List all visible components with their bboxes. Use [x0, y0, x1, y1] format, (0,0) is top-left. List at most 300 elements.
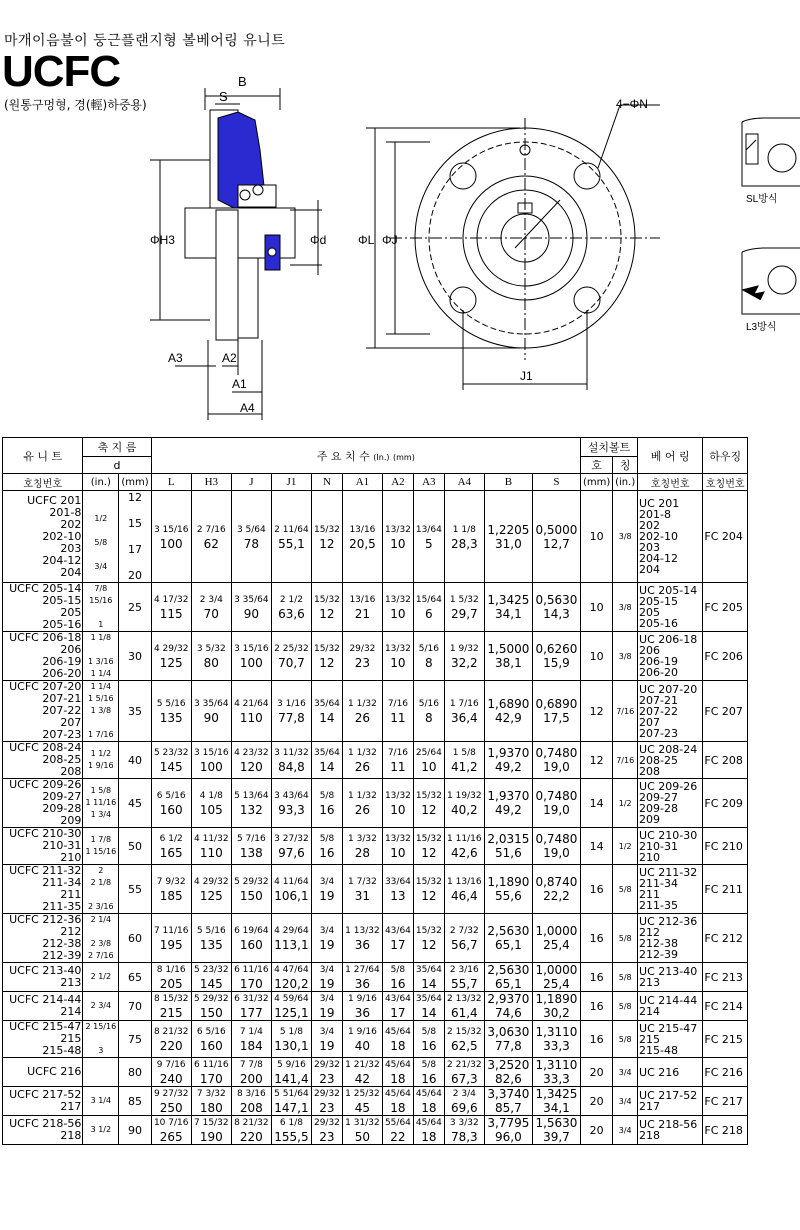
- dim-mm: 14: [319, 711, 335, 725]
- cell-dim-s: [532, 963, 580, 992]
- cell-dim-a1: [342, 583, 382, 632]
- dim-inch: 3 35/64: [234, 595, 269, 605]
- dim-inch: 4 29/64: [274, 926, 309, 936]
- dim-inch: 15/32: [313, 524, 340, 535]
- dim-inch: 5/8: [421, 1060, 437, 1070]
- col-unit: 유 니 트: [3, 438, 83, 474]
- dim-inch: 35/64: [313, 748, 340, 758]
- dim-mm: 8: [425, 656, 433, 670]
- dim-inch: 6 5/16: [196, 1027, 226, 1037]
- cell-dim-b: [484, 828, 532, 865]
- dim-inch: 5 9/16: [277, 1060, 306, 1070]
- dim-inch: 4 11/32: [194, 834, 229, 844]
- dim-mm: 141,4: [274, 1072, 309, 1086]
- table-row: [3, 491, 748, 583]
- label-j: ΦJ: [382, 233, 398, 247]
- cell-dim-j: [231, 681, 271, 742]
- cell-housing: FC 214: [703, 992, 748, 1021]
- dim-inch: 1 13/16: [447, 877, 482, 887]
- dim-mm: 19,0: [543, 760, 570, 774]
- dim-mm: 29,7: [450, 607, 478, 621]
- col-bolt: 설치볼트: [580, 438, 637, 457]
- dim-inch: 4 23/32: [234, 748, 269, 758]
- dim-inch: 8 21/32: [153, 1027, 189, 1037]
- dim-inch: 29/32: [313, 1089, 340, 1099]
- dim-mm: 22: [390, 1130, 406, 1144]
- dim-inch: 7/16: [387, 748, 409, 758]
- dim-inch: 2 7/16: [196, 524, 226, 535]
- cell-dim-a2: [382, 742, 413, 779]
- cell-dim-l: [151, 963, 191, 992]
- dim-inch: 35/64: [415, 994, 442, 1004]
- dim-inch: 13/64: [415, 524, 442, 535]
- dim-inch: 1 7/16: [449, 699, 479, 709]
- dim-inch: 4 47/64: [274, 965, 309, 975]
- dim-mm: 36: [354, 977, 371, 991]
- cell-dim-n: [311, 1116, 342, 1145]
- dim-inch: 15/32: [415, 791, 442, 801]
- dim-inch: 2 13/32: [447, 994, 482, 1004]
- dim-inch: 1 19/32: [447, 791, 482, 801]
- cell-dim-j1: [271, 963, 311, 992]
- dim-mm: 42,6: [450, 846, 478, 860]
- cell-shaft-in: 2 15/16 3: [83, 1021, 119, 1058]
- cell-shaft-in: 3 1/2: [83, 1116, 119, 1145]
- col-dim-a4: A4: [444, 474, 484, 491]
- label-a4: A4: [240, 401, 255, 415]
- dim-inch: 6 19/64: [234, 926, 269, 936]
- dim-inch: 29/32: [313, 1118, 340, 1128]
- dim-mm: 135: [159, 711, 183, 725]
- dim-mm: 70: [203, 607, 219, 621]
- dim-inch: 0,5000: [535, 522, 578, 537]
- cell-shaft-in: 1 1/2 1 9/16: [83, 742, 119, 779]
- cell-dim-n: [311, 1087, 342, 1116]
- cell-housing: FC 215: [703, 1021, 748, 1058]
- dim-inch: 0,5630: [535, 593, 578, 607]
- cell-bearing: UC 211-32 211-34 211 211-35: [638, 865, 703, 914]
- cell-bearing: UC 210-30 210-31 210: [638, 828, 703, 865]
- cell-housing: FC 209: [703, 779, 748, 828]
- dim-mm: 56,7: [450, 938, 478, 952]
- dim-inch: 1,3110: [535, 1025, 578, 1039]
- cell-housing: FC 217: [703, 1087, 748, 1116]
- dim-inch: 4 17/32: [153, 595, 189, 605]
- cell-dim-s: [532, 681, 580, 742]
- cell-shaft-in: 1 1/4 1 5/16 1 3/8 1 7/16: [83, 681, 119, 742]
- dim-inch: 15/32: [313, 644, 340, 654]
- cell-bolt-mm: 16: [580, 992, 612, 1021]
- dim-mm: 14: [421, 977, 437, 991]
- cell-dim-s: [532, 992, 580, 1021]
- cell-dim-l: [151, 491, 191, 583]
- dim-mm: 120: [239, 760, 263, 774]
- cell-shaft-mm: 30: [119, 632, 151, 681]
- cell-dim-l: [151, 632, 191, 681]
- cell-dim-j: [231, 963, 271, 992]
- dim-mm: 14,3: [543, 607, 570, 621]
- dim-inch: 1,5000: [487, 642, 530, 656]
- dim-inch: 2,9370: [487, 992, 530, 1006]
- dim-inch: 15/32: [313, 595, 340, 605]
- dim-mm: 180: [199, 1101, 223, 1115]
- dim-mm: 12: [319, 536, 335, 551]
- technical-drawing: [0, 70, 800, 430]
- cell-dim-a1: [342, 1116, 382, 1145]
- cell-dim-n: [311, 828, 342, 865]
- dim-mm: 16: [319, 803, 335, 817]
- dim-mm: 26: [354, 760, 371, 774]
- cell-bolt-in: 3/4: [613, 1058, 638, 1087]
- dim-inch: 1 5/8: [452, 748, 476, 758]
- cell-dim-h3: [191, 632, 231, 681]
- dim-inch: 3,7795: [487, 1116, 530, 1130]
- cell-bolt-mm: 10: [580, 491, 612, 583]
- dim-inch: 1 5/32: [449, 595, 479, 605]
- dim-inch: 1 11/16: [447, 834, 482, 844]
- cell-housing: FC 218: [703, 1116, 748, 1145]
- cell-shaft-mm: 80: [119, 1058, 151, 1087]
- table-row: [3, 632, 748, 681]
- cell-dim-s: [532, 828, 580, 865]
- cell-dim-b: [484, 779, 532, 828]
- dim-mm: 10: [390, 536, 406, 551]
- cell-shaft-mm: 60: [119, 914, 151, 963]
- cell-dim-a3: [413, 963, 444, 992]
- dim-mm: 18: [421, 1130, 437, 1144]
- cell-model: UCFC 205-14 205-15 205 205-16: [3, 583, 83, 632]
- dim-inch: 0,8740: [535, 875, 578, 889]
- cell-dim-h3: [191, 742, 231, 779]
- dim-mm: 205: [159, 977, 183, 991]
- dim-mm: 155,5: [274, 1130, 309, 1144]
- dim-inch: 13/32: [384, 791, 411, 801]
- dim-inch: 8 21/32: [234, 1118, 269, 1128]
- dim-mm: 145: [199, 977, 223, 991]
- dim-inch: 15/32: [415, 926, 442, 936]
- cell-shaft-mm: 45: [119, 779, 151, 828]
- cell-dim-a4: [444, 992, 484, 1021]
- cell-dim-j: [231, 1058, 271, 1087]
- dim-inch: 33/64: [384, 877, 411, 887]
- col-dim-j1: J1: [271, 474, 311, 491]
- dim-mm: 28: [354, 846, 371, 860]
- cell-dim-a2: [382, 865, 413, 914]
- label-sl: SL방식: [746, 194, 778, 205]
- dim-mm: 18: [390, 1101, 406, 1115]
- cell-dim-a3: [413, 491, 444, 583]
- label-a2: A2: [222, 351, 237, 365]
- cell-bolt-mm: 16: [580, 865, 612, 914]
- dim-mm: 42,9: [495, 711, 522, 725]
- dim-inch: 1 25/32: [345, 1089, 380, 1099]
- cell-dim-a2: [382, 992, 413, 1021]
- cell-dim-b: [484, 1116, 532, 1145]
- cell-bolt-mm: 16: [580, 914, 612, 963]
- dim-inch: 2 15/32: [447, 1027, 482, 1037]
- table-row: [3, 1087, 748, 1116]
- cell-dim-a4: [444, 1021, 484, 1058]
- dim-inch: 10 7/16: [153, 1118, 189, 1128]
- cell-bolt-mm: 16: [580, 963, 612, 992]
- cell-dim-j1: [271, 1116, 311, 1145]
- label-l3: L3방식: [746, 322, 777, 333]
- dim-inch: 9 27/32: [153, 1089, 189, 1099]
- dim-mm: 11: [390, 760, 406, 774]
- col-dim-a1: A1: [342, 474, 382, 491]
- dim-inch: 1 3/32: [348, 834, 377, 844]
- cell-dim-a1: [342, 1021, 382, 1058]
- dim-mm: 20,5: [349, 536, 376, 551]
- cell-dim-j1: [271, 914, 311, 963]
- cell-dim-a4: [444, 828, 484, 865]
- cell-bearing: UC 214-44 214: [638, 992, 703, 1021]
- dim-mm: 19,0: [543, 803, 570, 817]
- cell-dim-n: [311, 632, 342, 681]
- dim-inch: 3,0630: [487, 1025, 530, 1039]
- cell-dim-j1: [271, 865, 311, 914]
- cell-model: UCFC 215-47 215 215-48: [3, 1021, 83, 1058]
- l3-seal-detail: [742, 248, 800, 314]
- cell-housing: FC 211: [703, 865, 748, 914]
- col-bolt-mm: (mm): [580, 474, 612, 491]
- cell-shaft-in: 2 1/2: [83, 963, 119, 992]
- dim-inch: 5 1/8: [279, 1027, 303, 1037]
- dim-inch: 1,3425: [535, 1087, 578, 1101]
- dim-mm: 12: [421, 938, 437, 952]
- dim-inch: 3 5/32: [196, 644, 226, 654]
- dim-inch: 6 11/16: [234, 965, 269, 975]
- dim-inch: 15/32: [415, 834, 442, 844]
- cell-bolt-in: 3/8: [613, 491, 638, 583]
- cell-housing: FC 212: [703, 914, 748, 963]
- col-dim-b: B: [484, 474, 532, 491]
- page-subtitle: 마개이음불이 둥근플랜지형 볼베어링 유니트: [4, 33, 286, 49]
- dim-mm: 82,6: [495, 1072, 522, 1086]
- label-s: S: [219, 89, 228, 104]
- dim-inch: 13/16: [349, 595, 376, 605]
- dim-inch: 5 5/16: [196, 926, 226, 936]
- dim-mm: 25,4: [543, 938, 570, 952]
- dim-mm: 28,3: [450, 536, 478, 551]
- side-view-drawing: [150, 88, 322, 420]
- dim-inch: 6 1/8: [279, 1118, 303, 1128]
- dim-mm: 77,8: [278, 711, 305, 725]
- dim-mm: 55,7: [450, 977, 478, 991]
- dim-mm: 125: [199, 889, 223, 903]
- cell-dim-n: [311, 681, 342, 742]
- cell-dim-b: [484, 632, 532, 681]
- dim-mm: 160: [239, 938, 263, 952]
- cell-dim-n: [311, 742, 342, 779]
- dim-inch: 3 3/32: [449, 1118, 479, 1128]
- cell-dim-s: [532, 583, 580, 632]
- dim-mm: 184: [239, 1039, 263, 1053]
- dim-mm: 23: [354, 656, 371, 670]
- dim-inch: 0,7480: [535, 789, 578, 803]
- table-row: [3, 583, 748, 632]
- dim-mm: 34,1: [543, 1101, 570, 1115]
- dim-inch: 7 7/8: [239, 1060, 263, 1070]
- cell-dim-a4: [444, 742, 484, 779]
- cell-dim-l: [151, 1021, 191, 1058]
- dim-inch: 2,5630: [487, 963, 530, 977]
- cell-dim-j: [231, 1021, 271, 1058]
- dim-mm: 130,1: [274, 1039, 309, 1053]
- cell-dim-l: [151, 865, 191, 914]
- dim-inch: 0,6260: [535, 642, 578, 656]
- cell-dim-b: [484, 1087, 532, 1116]
- cell-dim-j1: [271, 779, 311, 828]
- cell-dim-j1: [271, 1021, 311, 1058]
- dim-mm: 12: [421, 846, 437, 860]
- cell-dim-a3: [413, 632, 444, 681]
- cell-shaft-mm: 12 15 17 20: [119, 491, 151, 583]
- cell-bolt-in: 5/8: [613, 914, 638, 963]
- cell-model: UCFC 218-56 218: [3, 1116, 83, 1145]
- dim-inch: 3 11/32: [274, 748, 309, 758]
- dim-mm: 23: [319, 1101, 335, 1115]
- col-unit-no: 호칭번호: [3, 474, 83, 491]
- dim-inch: 7 3/32: [196, 1089, 226, 1099]
- cell-dim-h3: [191, 681, 231, 742]
- model-description: (원통구멍형, 경(輕)하중용): [4, 98, 147, 112]
- cell-shaft-mm: 40: [119, 742, 151, 779]
- dim-inch: 7/16: [387, 699, 409, 709]
- cell-model: UCFC 206-18 206 206-19 206-20: [3, 632, 83, 681]
- dim-inch: 25/64: [415, 748, 442, 758]
- dim-mm: 19: [319, 1039, 335, 1053]
- dim-mm: 110: [199, 846, 223, 860]
- dim-mm: 18: [390, 1072, 406, 1086]
- col-dim-a2: A2: [382, 474, 413, 491]
- cell-dim-b: [484, 963, 532, 992]
- col-bolt-sub2: 칭: [613, 457, 638, 474]
- col-dim-l: L: [151, 474, 191, 491]
- cell-shaft-mm: 25: [119, 583, 151, 632]
- table-row: [3, 681, 748, 742]
- dim-mm: 17: [390, 938, 406, 952]
- col-housing-no: 호칭번호: [703, 474, 748, 491]
- dim-mm: 97,6: [278, 846, 305, 860]
- cell-housing: FC 216: [703, 1058, 748, 1087]
- col-bolt-in: (in.): [613, 474, 638, 491]
- dim-inch: 5/8: [319, 791, 335, 801]
- dim-inch: 15/32: [415, 877, 442, 887]
- dim-inch: 5 29/32: [234, 877, 269, 887]
- cell-model: UCFC 214-44 214: [3, 992, 83, 1021]
- cell-dim-a3: [413, 681, 444, 742]
- dim-inch: 1,0000: [535, 963, 578, 977]
- dim-mm: 36: [354, 938, 371, 952]
- cell-dim-a3: [413, 1058, 444, 1087]
- dim-mm: 10: [421, 760, 437, 774]
- cell-dim-j1: [271, 1087, 311, 1116]
- cell-housing: FC 207: [703, 681, 748, 742]
- dim-mm: 150: [239, 889, 263, 903]
- table-row: [3, 1058, 748, 1087]
- table-row: [3, 742, 748, 779]
- cell-bearing: UC 212-36 212 212-38 212-39: [638, 914, 703, 963]
- dim-mm: 265: [159, 1130, 183, 1144]
- dim-inch: 7 1/4: [239, 1027, 263, 1037]
- cell-dim-s: [532, 1116, 580, 1145]
- cell-dim-h3: [191, 963, 231, 992]
- dim-inch: 5/8: [421, 1027, 437, 1037]
- dim-mm: 120,2: [274, 977, 309, 991]
- cell-dim-s: [532, 742, 580, 779]
- cell-shaft-mm: 70: [119, 992, 151, 1021]
- cell-bearing: UC 216: [638, 1058, 703, 1087]
- table-row: [3, 1116, 748, 1145]
- dim-mm: 62: [203, 536, 219, 551]
- cell-bolt-in: 1/2: [613, 779, 638, 828]
- cell-dim-j: [231, 779, 271, 828]
- dim-mm: 100: [239, 656, 263, 670]
- dim-mm: 10: [390, 846, 406, 860]
- dim-inch: 2 7/32: [449, 926, 479, 936]
- cell-bearing: UC 205-14 205-15 205 205-16: [638, 583, 703, 632]
- cell-shaft-mm: 50: [119, 828, 151, 865]
- cell-bolt-mm: 10: [580, 583, 612, 632]
- cell-dim-a3: [413, 914, 444, 963]
- cell-model: UCFC 210-30 210-31 210: [3, 828, 83, 865]
- cell-dim-a3: [413, 779, 444, 828]
- cell-shaft-in: 2 2 1/8 2 3/16: [83, 865, 119, 914]
- cell-dim-h3: [191, 1087, 231, 1116]
- dim-mm: 16: [421, 1039, 437, 1053]
- cell-shaft-in: 3 1/4: [83, 1087, 119, 1116]
- dim-mm: 125,1: [274, 1006, 309, 1020]
- cell-dim-a3: [413, 742, 444, 779]
- cell-housing: FC 213: [703, 963, 748, 992]
- dim-inch: 29/32: [349, 644, 376, 654]
- cell-dim-j: [231, 1116, 271, 1145]
- cell-dim-j1: [271, 681, 311, 742]
- cell-dim-n: [311, 914, 342, 963]
- cell-dim-a3: [413, 1087, 444, 1116]
- dim-inch: 1 1/32: [348, 791, 377, 801]
- dim-mm: 40,2: [450, 803, 478, 817]
- dim-mm: 16: [421, 1072, 437, 1086]
- cell-housing: FC 210: [703, 828, 748, 865]
- dim-mm: 190: [199, 1130, 223, 1144]
- cell-bearing: UC 215-47 215 215-48: [638, 1021, 703, 1058]
- cell-dim-j1: [271, 828, 311, 865]
- dim-mm: 45: [354, 1101, 371, 1115]
- dim-mm: 170: [199, 1072, 223, 1086]
- cell-dim-a1: [342, 632, 382, 681]
- cell-dim-l: [151, 1087, 191, 1116]
- dim-mm: 49,2: [495, 803, 522, 817]
- dim-inch: 8 1/16: [156, 965, 186, 975]
- cell-bolt-in: 3/4: [613, 1116, 638, 1145]
- cell-dim-a1: [342, 681, 382, 742]
- cell-dim-h3: [191, 779, 231, 828]
- dim-mm: 125: [159, 656, 183, 670]
- dim-mm: 215: [159, 1006, 183, 1020]
- label-b: B: [238, 74, 247, 89]
- spec-table: [2, 437, 748, 1145]
- dim-inch: 5 7/16: [236, 834, 266, 844]
- cell-bearing: UC 201 201-8 202 202-10 203 204-12 204: [638, 491, 703, 583]
- label-a3: A3: [168, 351, 183, 365]
- dim-mm: 17,5: [543, 711, 570, 725]
- dim-inch: 1 27/64: [345, 965, 380, 975]
- table-row: [3, 865, 748, 914]
- dim-inch: 1,0000: [535, 924, 578, 938]
- cell-dim-a4: [444, 1116, 484, 1145]
